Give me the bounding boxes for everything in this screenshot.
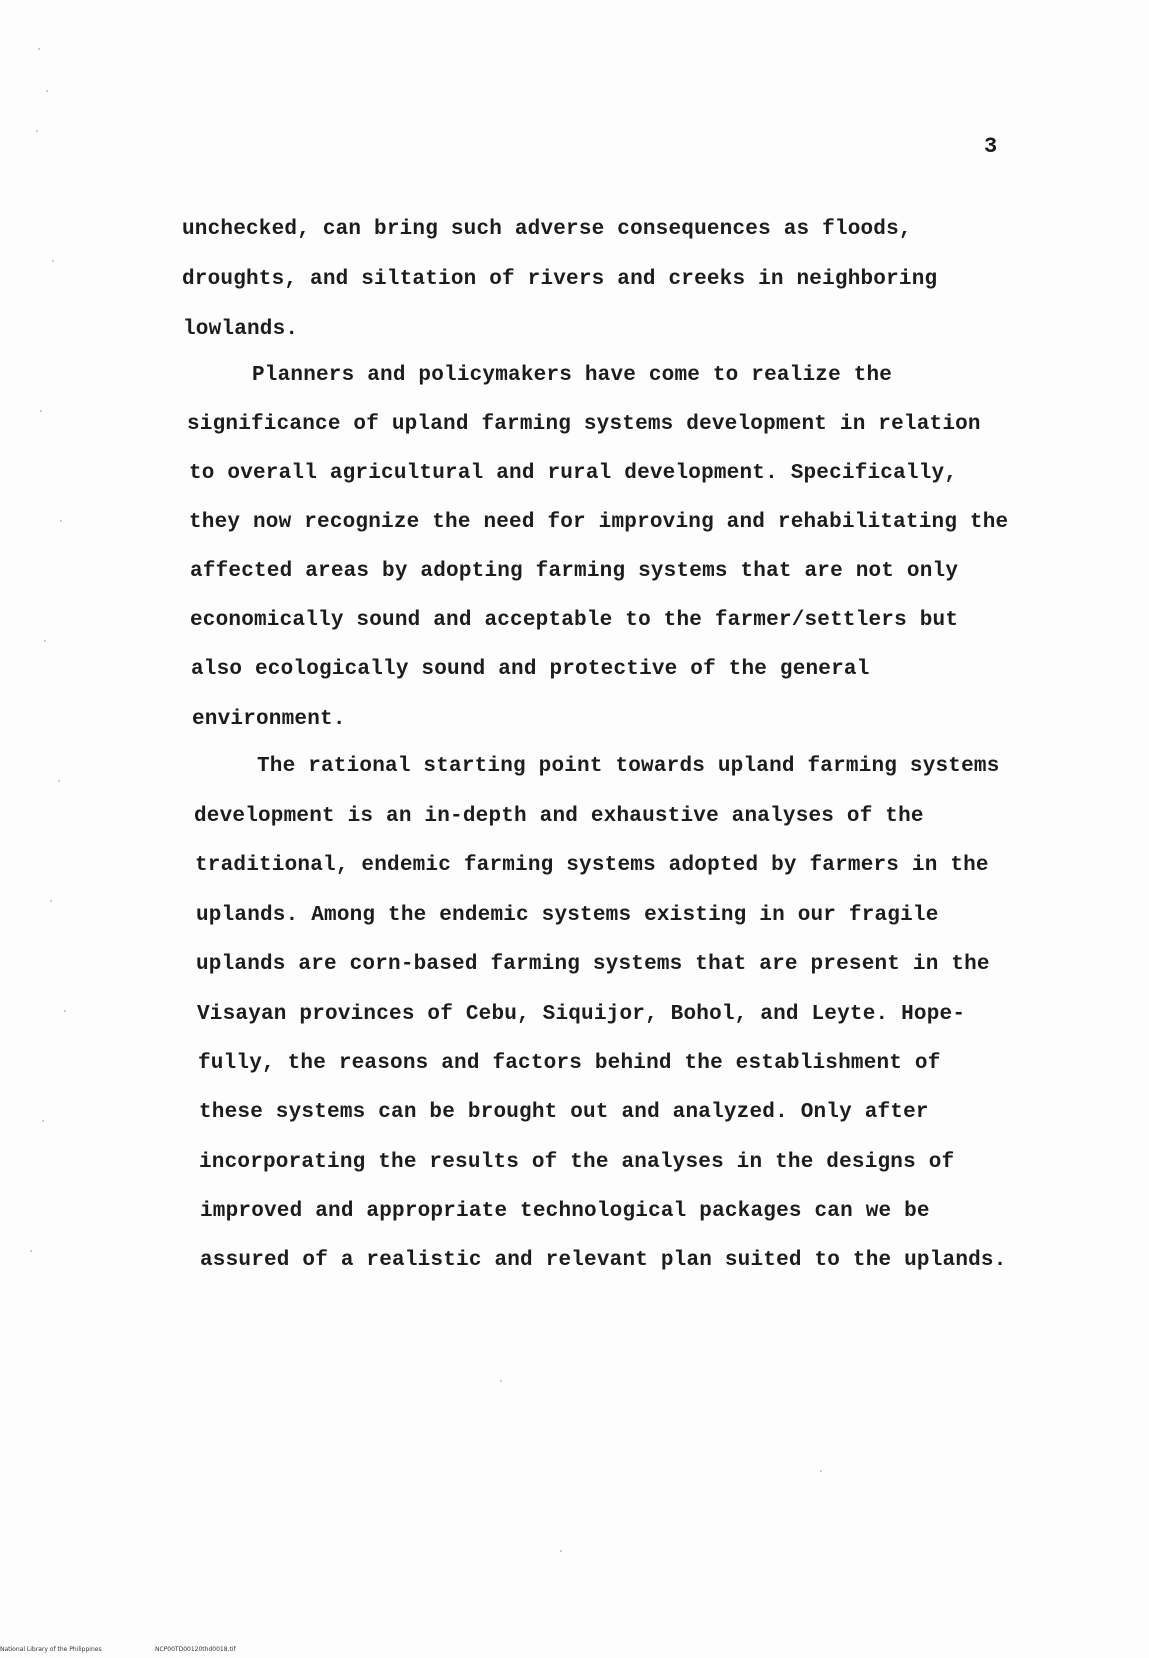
- text-line: significance of upland farming systems development in relation: [187, 413, 981, 436]
- text-line: The rational starting point towards upland farming systems: [257, 755, 1000, 778]
- text-line: environment.: [192, 708, 346, 731]
- text-line: uplands are corn-based farming systems that are present in the: [196, 953, 990, 976]
- text-line: they now recognize the need for improving and rehabilitating the: [189, 511, 1009, 534]
- text-line: assured of a realistic and relevant plan suited to the uplands.: [200, 1249, 1007, 1272]
- text-line: improved and appropriate technological packages can we be: [200, 1200, 930, 1223]
- text-line: fully, the reasons and factors behind the establishment of: [198, 1052, 941, 1075]
- text-line: development is an in-depth and exhaustive analyses of the: [194, 805, 924, 828]
- text-line: incorporating the results of the analyses in the designs of: [199, 1151, 955, 1174]
- text-line: affected areas by adopting farming systems that are not only: [190, 560, 959, 583]
- text-line: traditional, endemic farming systems adopted by farmers in the: [195, 854, 989, 877]
- text-line: Visayan provinces of Cebu, Siquijor, Bohol, and Leyte. Hope-: [197, 1003, 966, 1026]
- page-number: 3: [984, 134, 998, 159]
- text-line: these systems can be brought out and analyzed. Only after: [199, 1101, 929, 1124]
- text-line: also ecologically sound and protective of the general: [191, 658, 870, 681]
- text-line: uplands. Among the endemic systems existing in our fragile: [196, 904, 939, 927]
- text-line: Planners and policymakers have come to realize the: [252, 364, 893, 387]
- text-line: economically sound and acceptable to the farmer/settlers but: [190, 609, 959, 632]
- text-line: droughts, and siltation of rivers and creeks in neighboring: [182, 268, 938, 291]
- text-line: to overall agricultural and rural development. Specifically,: [189, 462, 958, 485]
- footer-file-label: NCP00TD00120thd0018.tif: [155, 1646, 236, 1653]
- footer-library-label: National Library of the Philippines: [0, 1646, 102, 1653]
- text-line: lowlands.: [183, 318, 299, 341]
- text-line: unchecked, can bring such adverse consequences as floods,: [182, 218, 912, 241]
